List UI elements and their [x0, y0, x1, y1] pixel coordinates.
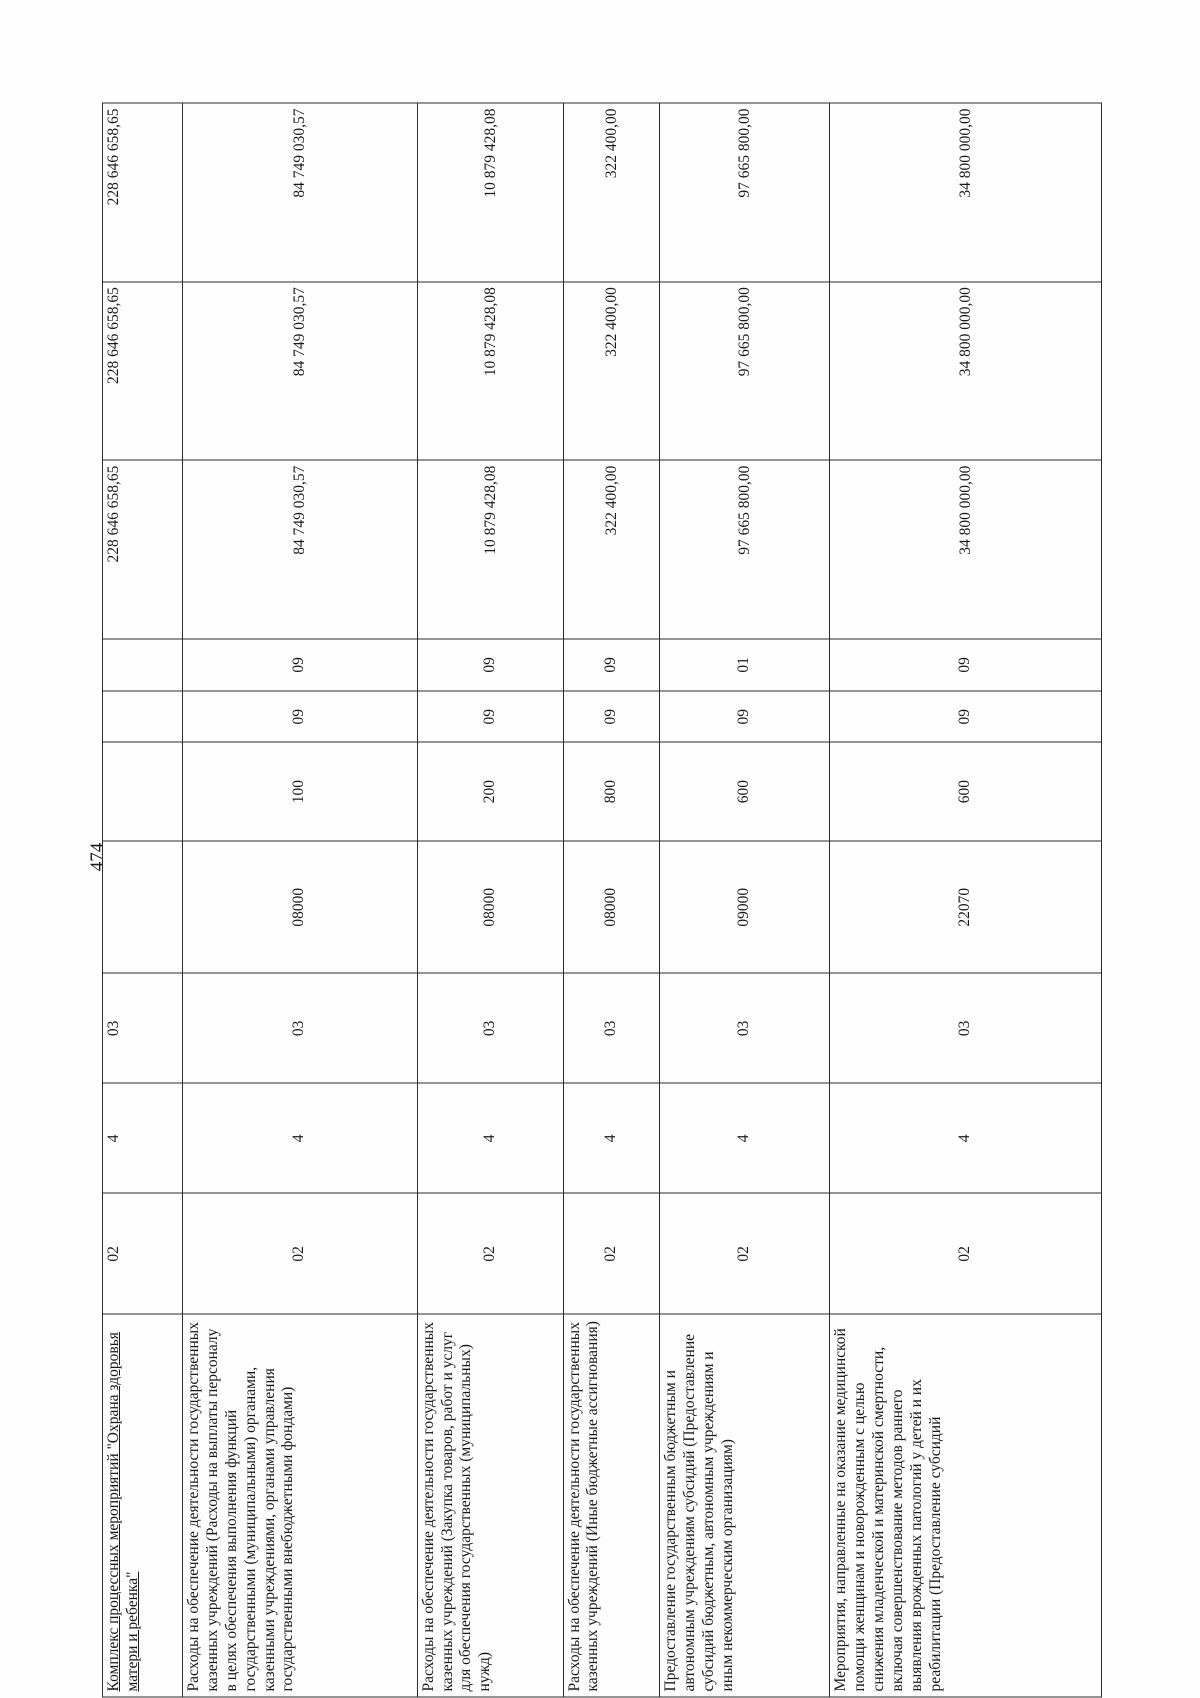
code-cell: 600	[660, 742, 830, 841]
code-cell: 4	[563, 1083, 660, 1193]
amount-cell: 322 400,00	[563, 103, 660, 282]
code-cell: 02	[563, 1193, 660, 1314]
row-name-cell: Расходы на обеспечение деятельности государственных казенных учреждений (Закупка товаров, работ и услуг для обеспечения государственных (муниципальных) нужд)	[417, 1314, 563, 1697]
code-cell: 08000	[563, 841, 660, 973]
code-cell: 22070	[830, 841, 1102, 973]
budget-table	[102, 103, 1102, 1698]
page-number: 474	[87, 842, 108, 872]
amount-cell: 228 646 658,65	[103, 103, 183, 282]
code-cell	[103, 691, 183, 742]
code-cell: 4	[830, 1083, 1102, 1193]
row-name-cell: Предоставление государственным бюджетным и автономным учреждениям субсидий (Предоставление субсидий бюджетным, автономным учреждениям и иным некоммерческим организациям)	[660, 1314, 830, 1697]
code-cell: 09	[417, 691, 563, 742]
amount-cell: 228 646 658,65	[103, 282, 183, 461]
code-cell: 02	[660, 1193, 830, 1314]
code-cell: 4	[417, 1083, 563, 1193]
amount-cell: 84 749 030,57	[182, 282, 417, 461]
code-cell: 02	[417, 1193, 563, 1314]
table-row	[417, 103, 563, 1697]
code-cell: 4	[182, 1083, 417, 1193]
code-cell: 03	[660, 973, 830, 1083]
code-cell: 09	[417, 639, 563, 692]
code-cell: 09	[830, 691, 1102, 742]
code-cell: 09	[660, 691, 830, 742]
code-cell: 08000	[417, 841, 563, 973]
budget-table-rotated	[102, 103, 1102, 1698]
code-cell: 09	[563, 639, 660, 692]
code-cell	[103, 841, 183, 973]
code-cell	[103, 742, 183, 841]
code-cell: 4	[103, 1083, 183, 1193]
code-cell: 4	[660, 1083, 830, 1193]
code-cell: 200	[417, 742, 563, 841]
code-cell: 02	[182, 1193, 417, 1314]
code-cell: 09	[563, 691, 660, 742]
amount-cell: 10 879 428,08	[417, 460, 563, 639]
table-row	[830, 103, 1102, 1697]
table-row	[103, 103, 183, 1697]
amount-cell: 34 800 000,00	[830, 103, 1102, 282]
code-cell: 03	[417, 973, 563, 1083]
code-cell: 800	[563, 742, 660, 841]
amount-cell: 97 665 800,00	[660, 460, 830, 639]
amount-cell: 228 646 658,65	[103, 460, 183, 639]
amount-cell: 34 800 000,00	[830, 460, 1102, 639]
code-cell	[103, 639, 183, 692]
table-row	[563, 103, 660, 1697]
code-cell: 03	[182, 973, 417, 1083]
code-cell: 03	[563, 973, 660, 1083]
code-cell: 01	[660, 639, 830, 692]
table-row	[660, 103, 830, 1697]
amount-cell: 84 749 030,57	[182, 103, 417, 282]
code-cell: 03	[830, 973, 1102, 1083]
amount-cell: 10 879 428,08	[417, 282, 563, 461]
code-cell: 02	[830, 1193, 1102, 1314]
amount-cell: 97 665 800,00	[660, 282, 830, 461]
code-cell: 09	[182, 691, 417, 742]
code-cell: 09	[182, 639, 417, 692]
amount-cell: 34 800 000,00	[830, 282, 1102, 461]
code-cell: 09000	[660, 841, 830, 973]
amount-cell: 84 749 030,57	[182, 460, 417, 639]
row-name-cell: Мероприятия, направленные на оказание медицинской помощи женщинам и новорожденным с целью снижения младенческой и материнской смертности, включая совершенствование методов раннего выявления врожденных патологий у детей и их реабилитации (Предоставление субсидий	[830, 1314, 1102, 1697]
code-cell: 600	[830, 742, 1102, 841]
table-row	[182, 103, 417, 1697]
amount-cell: 322 400,00	[563, 460, 660, 639]
code-cell: 100	[182, 742, 417, 841]
amount-cell: 97 665 800,00	[660, 103, 830, 282]
code-cell: 09	[830, 639, 1102, 692]
code-cell: 03	[103, 973, 183, 1083]
row-name-cell: Расходы на обеспечение деятельности государственных казенных учреждений (Иные бюджетные ассигнования)	[563, 1314, 660, 1697]
code-cell: 08000	[182, 841, 417, 973]
code-cell: 02	[103, 1193, 183, 1314]
amount-cell: 322 400,00	[563, 282, 660, 461]
row-name-cell: Комплекс процессных мероприятий "Охрана здоровья матери и ребенка"	[103, 1314, 183, 1697]
amount-cell: 10 879 428,08	[417, 103, 563, 282]
row-name-cell: Расходы на обеспечение деятельности государственных казенных учреждений (Расходы на выплаты персоналу в целях обеспечения выполнения функций государственными (муниципальными) органами, казенными учреждениями, органами управления государственными внебюджетными фондами)	[182, 1314, 417, 1697]
